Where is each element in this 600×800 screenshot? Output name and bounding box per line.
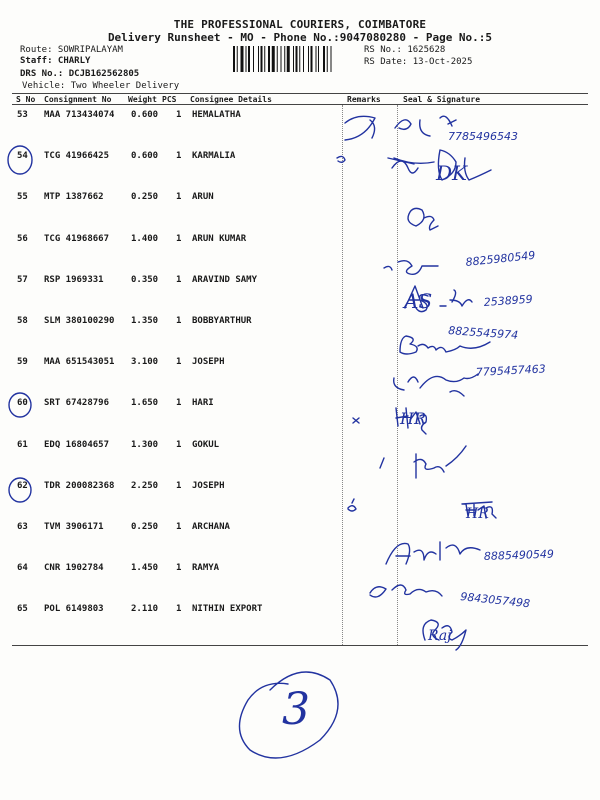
- row-consignee: JOSEPH: [192, 480, 225, 491]
- row-consignment-no: CNR 1902784: [44, 563, 104, 574]
- row-weight: 0.600: [131, 110, 159, 120]
- row-pcs: 1: [176, 480, 182, 491]
- row-consignment-no: SRT 67428796: [44, 398, 110, 409]
- row-sno: 56: [17, 233, 28, 244]
- row-sno: 57: [17, 274, 28, 285]
- row-weight: 0.600: [131, 151, 159, 162]
- runsheet-subtitle: Delivery Runsheet - MO - Phone No.:9047080280 - Page No.:5: [107, 31, 493, 44]
- row-consignee: ARAVIND SAMY: [192, 274, 258, 285]
- row-consignee: GOKUL: [192, 439, 220, 450]
- col-pcs-header: PCS: [162, 95, 177, 104]
- handwritten-phone-53: 7785496543: [448, 130, 518, 143]
- row-sno: 59: [17, 357, 28, 368]
- col-sno-header: S No: [16, 95, 36, 104]
- row-weight: 1.650: [131, 398, 159, 409]
- row-pcs: 1: [176, 192, 182, 203]
- row-pcs: 1: [176, 398, 182, 409]
- row-pcs: 1: [176, 439, 182, 450]
- rs-number: RS No.: 1625628: [364, 45, 446, 55]
- route-label: Route: SOWRIPALAYAM: [20, 45, 123, 55]
- row-consignment-no: TVM 3906171: [44, 522, 104, 532]
- row-sno: 55: [17, 192, 28, 203]
- row-pcs: 1: [176, 357, 182, 368]
- row-consignee: ARUN: [192, 192, 214, 203]
- row-consignment-no: EDQ 16804657: [44, 439, 110, 450]
- remark-mark-54: [337, 156, 345, 162]
- row-weight: 0.250: [131, 192, 159, 203]
- handwritten-initials-62: HR: [466, 506, 489, 522]
- row-consignee: HEMALATHA: [192, 110, 241, 120]
- handwritten-phone-64: 9843057498: [459, 590, 531, 611]
- row-consignee: JOSEPH: [192, 357, 225, 368]
- row-weight: 0.250: [131, 522, 159, 532]
- handwritten-page-count: 3: [282, 684, 310, 735]
- row-pcs: 1: [176, 316, 182, 326]
- handwritten-phone-58: 8825545974: [447, 324, 519, 342]
- row-sno: 63: [17, 522, 28, 532]
- staff-label: Staff: CHARLY: [20, 56, 91, 66]
- row-consignee: ARCHANA: [192, 522, 230, 532]
- row-pcs: 1: [176, 233, 182, 244]
- row-weight: 1.400: [131, 233, 159, 244]
- handwritten-initials-65: Raj: [428, 628, 452, 644]
- row-consignment-no: TCG 41968667: [44, 233, 110, 244]
- circle-mark-60: [9, 393, 31, 417]
- drs-number: DRS No.: DCJB162562805: [20, 69, 140, 79]
- signature-63: [386, 542, 480, 564]
- row-pcs: 1: [176, 522, 182, 532]
- row-weight: 1.450: [131, 563, 159, 574]
- row-sno: 65: [17, 604, 28, 615]
- col-weight-header: Weight: [128, 95, 157, 104]
- row-pcs: 1: [176, 563, 182, 574]
- row-consignment-no: POL 6149803: [44, 604, 104, 615]
- row-sno: 60: [17, 398, 28, 409]
- row-consignee: ARUN KUMAR: [192, 233, 247, 244]
- circle-mark-62: [9, 478, 31, 502]
- remark-mark-60: [353, 418, 359, 423]
- row-sno: 62: [17, 480, 28, 491]
- row-weight: 2.110: [131, 604, 159, 615]
- row-weight: 0.350: [131, 274, 159, 285]
- signature-53: [345, 116, 456, 140]
- row-consignment-no: MAA 651543051: [44, 357, 115, 368]
- document-title: THE PROFESSIONAL COURIERS, COIMBATORE: [173, 18, 427, 31]
- handwritten-initials-57: AS: [404, 289, 433, 313]
- row-consignment-no: SLM 380100290: [44, 316, 115, 326]
- row-consignment-no: TDR 200082368: [44, 480, 115, 491]
- row-weight: 1.300: [131, 439, 159, 450]
- row-consignment-no: MTP 1387662: [44, 192, 104, 203]
- row-consignee: BOBBYARTHUR: [192, 316, 252, 326]
- row-consignment-no: TCG 41966425: [44, 151, 110, 162]
- signature-61: [380, 446, 466, 478]
- row-sno: 61: [17, 439, 28, 450]
- row-consignee: HARI: [192, 398, 214, 409]
- row-weight: 1.350: [131, 316, 159, 326]
- row-sno: 54: [17, 151, 28, 162]
- handwritten-phone-63: 8885490549: [483, 547, 555, 563]
- signature-64: [370, 585, 442, 597]
- handwritten-initials-54: DK: [436, 161, 467, 185]
- row-weight: 2.250: [131, 480, 159, 491]
- signature-59: [394, 374, 478, 396]
- handwritten-phone-56: 8825980549: [464, 248, 536, 269]
- row-consignee: RAMYA: [192, 563, 220, 574]
- row-pcs: 1: [176, 604, 182, 615]
- rs-date: RS Date: 13-Oct-2025: [364, 57, 473, 67]
- row-consignment-no: MAA 713434074: [44, 110, 115, 120]
- row-sno: 53: [17, 110, 28, 120]
- row-consignee: KARMALIA: [192, 151, 236, 162]
- circle-mark-54: [8, 146, 32, 174]
- signature-56: [384, 261, 438, 275]
- row-sno: 64: [17, 563, 28, 574]
- col-remarks-header: Remarks: [347, 95, 381, 104]
- handwritten-phone-57: 2538959: [483, 292, 534, 309]
- row-sno: 58: [17, 316, 28, 326]
- col-signature-header: Seal & Signature: [403, 95, 481, 104]
- vehicle-label: Vehicle: Two Wheeler Delivery: [22, 81, 180, 91]
- row-pcs: 1: [176, 151, 182, 162]
- row-pcs: 1: [176, 274, 182, 285]
- row-consignment-no: RSP 1969331: [44, 274, 104, 285]
- col-consignment-header: Consignment No: [44, 95, 112, 104]
- col-consignee-header: Consignee Details: [190, 95, 272, 104]
- row-consignee: NITHIN EXPORT: [192, 604, 263, 615]
- handwritten-phone-59: 7795457463: [475, 362, 547, 379]
- remark-mark-62: [348, 499, 356, 511]
- row-weight: 3.100: [131, 357, 159, 368]
- row-pcs: 1: [176, 110, 182, 120]
- handwritten-initials-60: HR: [400, 409, 426, 428]
- signature-55: [408, 208, 438, 230]
